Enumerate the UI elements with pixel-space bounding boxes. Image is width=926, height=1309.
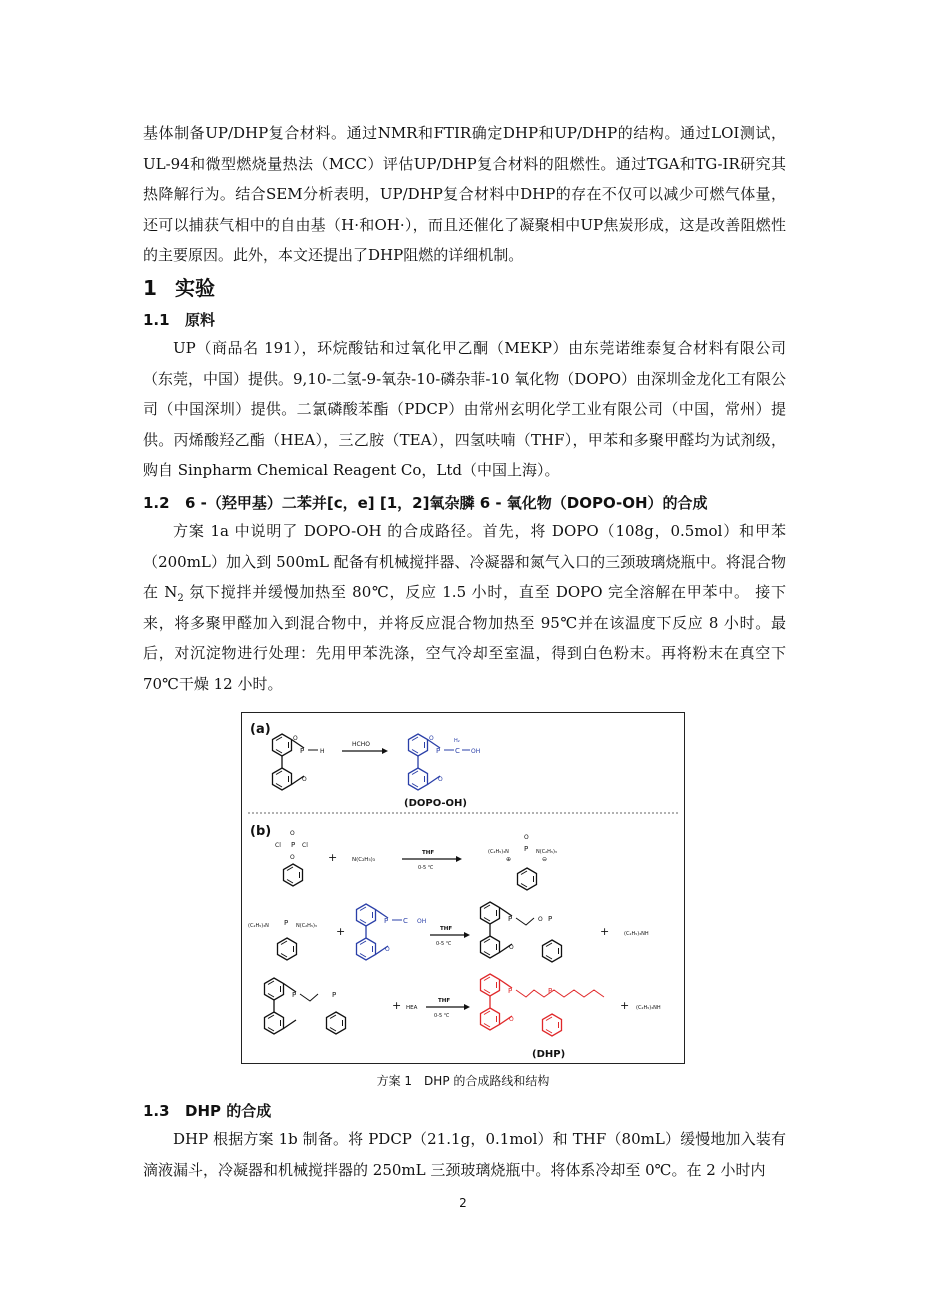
reagent-net3: N(C₂H₅)₃ (352, 857, 375, 863)
svg-text:O: O (509, 1016, 514, 1023)
n2-subscript: 2 (177, 593, 184, 605)
figure-caption: 方案 1 DHP 的合成路线和结构 (376, 1074, 550, 1088)
section-1-title: 实验 (175, 275, 215, 300)
svg-text:O: O (293, 735, 298, 742)
svg-text:0-5 ℃: 0-5 ℃ (418, 865, 434, 871)
svg-text:THF: THF (440, 926, 453, 932)
panel-a-label: (a) (250, 722, 271, 737)
dopo-structure (273, 734, 325, 790)
section-1-2-body-pre: 方案 1a 中说明了 DOPO-OH 的合成路径。首先，将 DOPO（108g，0.5mol）和甲苯（200mL）加入到 500mL 配备有机械搅拌器、冷凝器和氮气入口的三颈玻璃烧瓶中。将混合物在 N (143, 521, 786, 602)
reagent-hcho: HCHO (352, 741, 370, 748)
salt-2: (C₂H₅)₃NH (636, 1005, 661, 1011)
svg-text:O: O (509, 944, 514, 951)
intermediate-structure (488, 834, 557, 890)
svg-text:P: P (292, 991, 297, 999)
section-1-3-body: DHP 根据方案 1b 制备。将 PDCP（21.1g，0.1mol）和 THF（80mL）缓慢地加入装有滴液漏斗，冷凝器和机械搅拌器的 250mL 三颈玻璃烧瓶中。将体系冷却至 0℃。在 2 小时内 (143, 1130, 786, 1179)
plus-4: + (392, 999, 402, 1012)
svg-text:(C₂H₅)₃N: (C₂H₅)₃N (248, 923, 269, 929)
salt-1: (C₂H₅)₃NH (624, 931, 649, 937)
svg-text:N(C₂H₅)₃: N(C₂H₅)₃ (536, 849, 557, 855)
svg-text:N(C₂H₅)₃: N(C₂H₅)₃ (296, 923, 317, 929)
label-dopo-oh: (DOPO-OH) (404, 798, 467, 809)
section-1-2-heading (143, 490, 786, 516)
page-number: 2 (459, 1196, 467, 1210)
section-1-2-body-post: 氛下搅拌并缓慢加热至 80℃，反应 1.5 小时，直至 DOPO 完全溶解在甲苯中。 接下来，将多聚甲醛加入到混合物中，并将反应混合物加热至 95℃并在该温度下反应 8 小时。最后，对沉淀物进行处理：先用甲苯洗涤，空气冷却至室温，得到白色粉末。再将粉末在真空下 70℃干燥 12 小时。 (143, 583, 786, 693)
svg-text:P: P (384, 917, 389, 925)
svg-text:P: P (291, 841, 296, 849)
section-1-number: 1 (143, 275, 157, 300)
svg-text:P: P (284, 919, 289, 927)
svg-text:P: P (508, 915, 513, 923)
section-1-2-number: 1.2 (143, 493, 170, 512)
svg-text:THF: THF (422, 850, 435, 856)
scheme-svg (242, 713, 686, 1065)
svg-text:O: O (302, 776, 307, 783)
intro-paragraph: 基体制备UP/DHP复合材料。通过NMR和FTIR确定DHP和UP/DHP的结构。通过LOI测试，UL-94和微型燃烧量热法（MCC）评估UP/DHP复合材料的阻燃性。通过TGA和TG-IR研究其热降解行为。结合SEM分析表明，UP/DHP复合材料中DHP的存在不仅可以减少可燃气体量，还可以捕获气相中的自由基（H·和OH·），而且还催化了凝聚相中UP焦炭形成，这是改善阻燃性的主要原因。此外，本文还提出了DHP阻燃的详细机制。 (143, 124, 786, 265)
svg-text:O: O (438, 776, 443, 783)
svg-text:P: P (300, 747, 305, 755)
label-dhp: (DHP) (532, 1049, 566, 1060)
svg-text:P: P (548, 915, 553, 923)
svg-text:O: O (290, 830, 295, 837)
svg-text:O: O (290, 854, 295, 861)
section-1-3-title: DHP 的合成 (185, 1102, 272, 1120)
svg-text:Cl: Cl (275, 842, 281, 849)
scheme-1-figure (241, 712, 685, 1064)
svg-text:C: C (455, 747, 460, 755)
section-1-3-number: 1.3 (143, 1102, 170, 1120)
svg-text:⊖: ⊖ (542, 856, 548, 863)
section-1-1-title: 原料 (185, 310, 216, 329)
section-1-1-number: 1.1 (143, 310, 170, 329)
dopo-oh-reactant (357, 904, 427, 960)
plus-3: + (600, 925, 610, 938)
svg-text:P: P (332, 991, 337, 999)
svg-text:O: O (429, 735, 434, 742)
svg-text:Cl: Cl (302, 842, 308, 849)
page-body (143, 118, 786, 700)
panel-b-label: (b) (250, 824, 272, 839)
svg-text:OH: OH (417, 918, 427, 925)
plus-2: + (336, 925, 346, 938)
svg-text:P: P (436, 747, 441, 755)
svg-text:OH: OH (471, 748, 481, 755)
svg-text:C: C (403, 917, 408, 925)
svg-text:H: H (320, 748, 325, 755)
reagent-hea: HEA (406, 1005, 418, 1011)
dopo-p-intermediate (481, 902, 562, 962)
svg-text:O: O (385, 946, 390, 953)
section-1-1-heading (143, 307, 786, 333)
svg-text:O: O (538, 916, 543, 923)
section-1-1-body: UP（商品名 191），环烷酸钴和过氧化甲乙酮（MEKP）由东莞诺维泰复合材料有限公司（东莞，中国）提供。9,10-二氢-9-氧杂-10-磷杂菲-10 氧化物（DOPO）由深圳金龙化工有限公司（中国深圳）提供。二氯磷酸苯酯（PDCP）由常州玄明化学工业有限公司（中国，常州）提供。丙烯酸羟乙酯（HEA），三乙胺（TEA），四氢呋喃（THF），甲苯和多聚甲醛均为试剂级，购自 Sinpharm Chemical Reagent Co，Ltd（中国上海）。 (143, 338, 787, 480)
svg-text:P: P (548, 987, 553, 995)
svg-text:(C₂H₅)₃N: (C₂H₅)₃N (488, 849, 509, 855)
plus-5: + (620, 999, 630, 1012)
dopo-oh-structure (409, 734, 481, 790)
dopo-p-reactant (265, 978, 346, 1034)
svg-text:⊕: ⊕ (506, 856, 512, 863)
svg-text:H₂: H₂ (454, 738, 460, 744)
svg-text:THF: THF (438, 998, 451, 1004)
pdcp-structure (275, 830, 308, 886)
intermediate-structure-2 (248, 919, 317, 960)
svg-text:P: P (508, 987, 513, 995)
svg-text:O: O (524, 834, 529, 841)
dhp-structure (481, 974, 605, 1036)
section-1-heading (143, 273, 786, 303)
plus-1: + (328, 851, 338, 864)
svg-text:0-5 ℃: 0-5 ℃ (434, 1013, 450, 1019)
section-1-2-title: 6 -（羟甲基）二苯并[c，e] [1，2]氧杂膦 6 - 氧化物（DOPO-OH）的合成 (185, 493, 708, 512)
svg-text:P: P (524, 845, 529, 853)
section-1-3 (143, 1098, 786, 1185)
section-1-2-body (143, 516, 786, 700)
section-1-3-heading (143, 1098, 786, 1124)
svg-text:0-5 ℃: 0-5 ℃ (436, 941, 452, 947)
